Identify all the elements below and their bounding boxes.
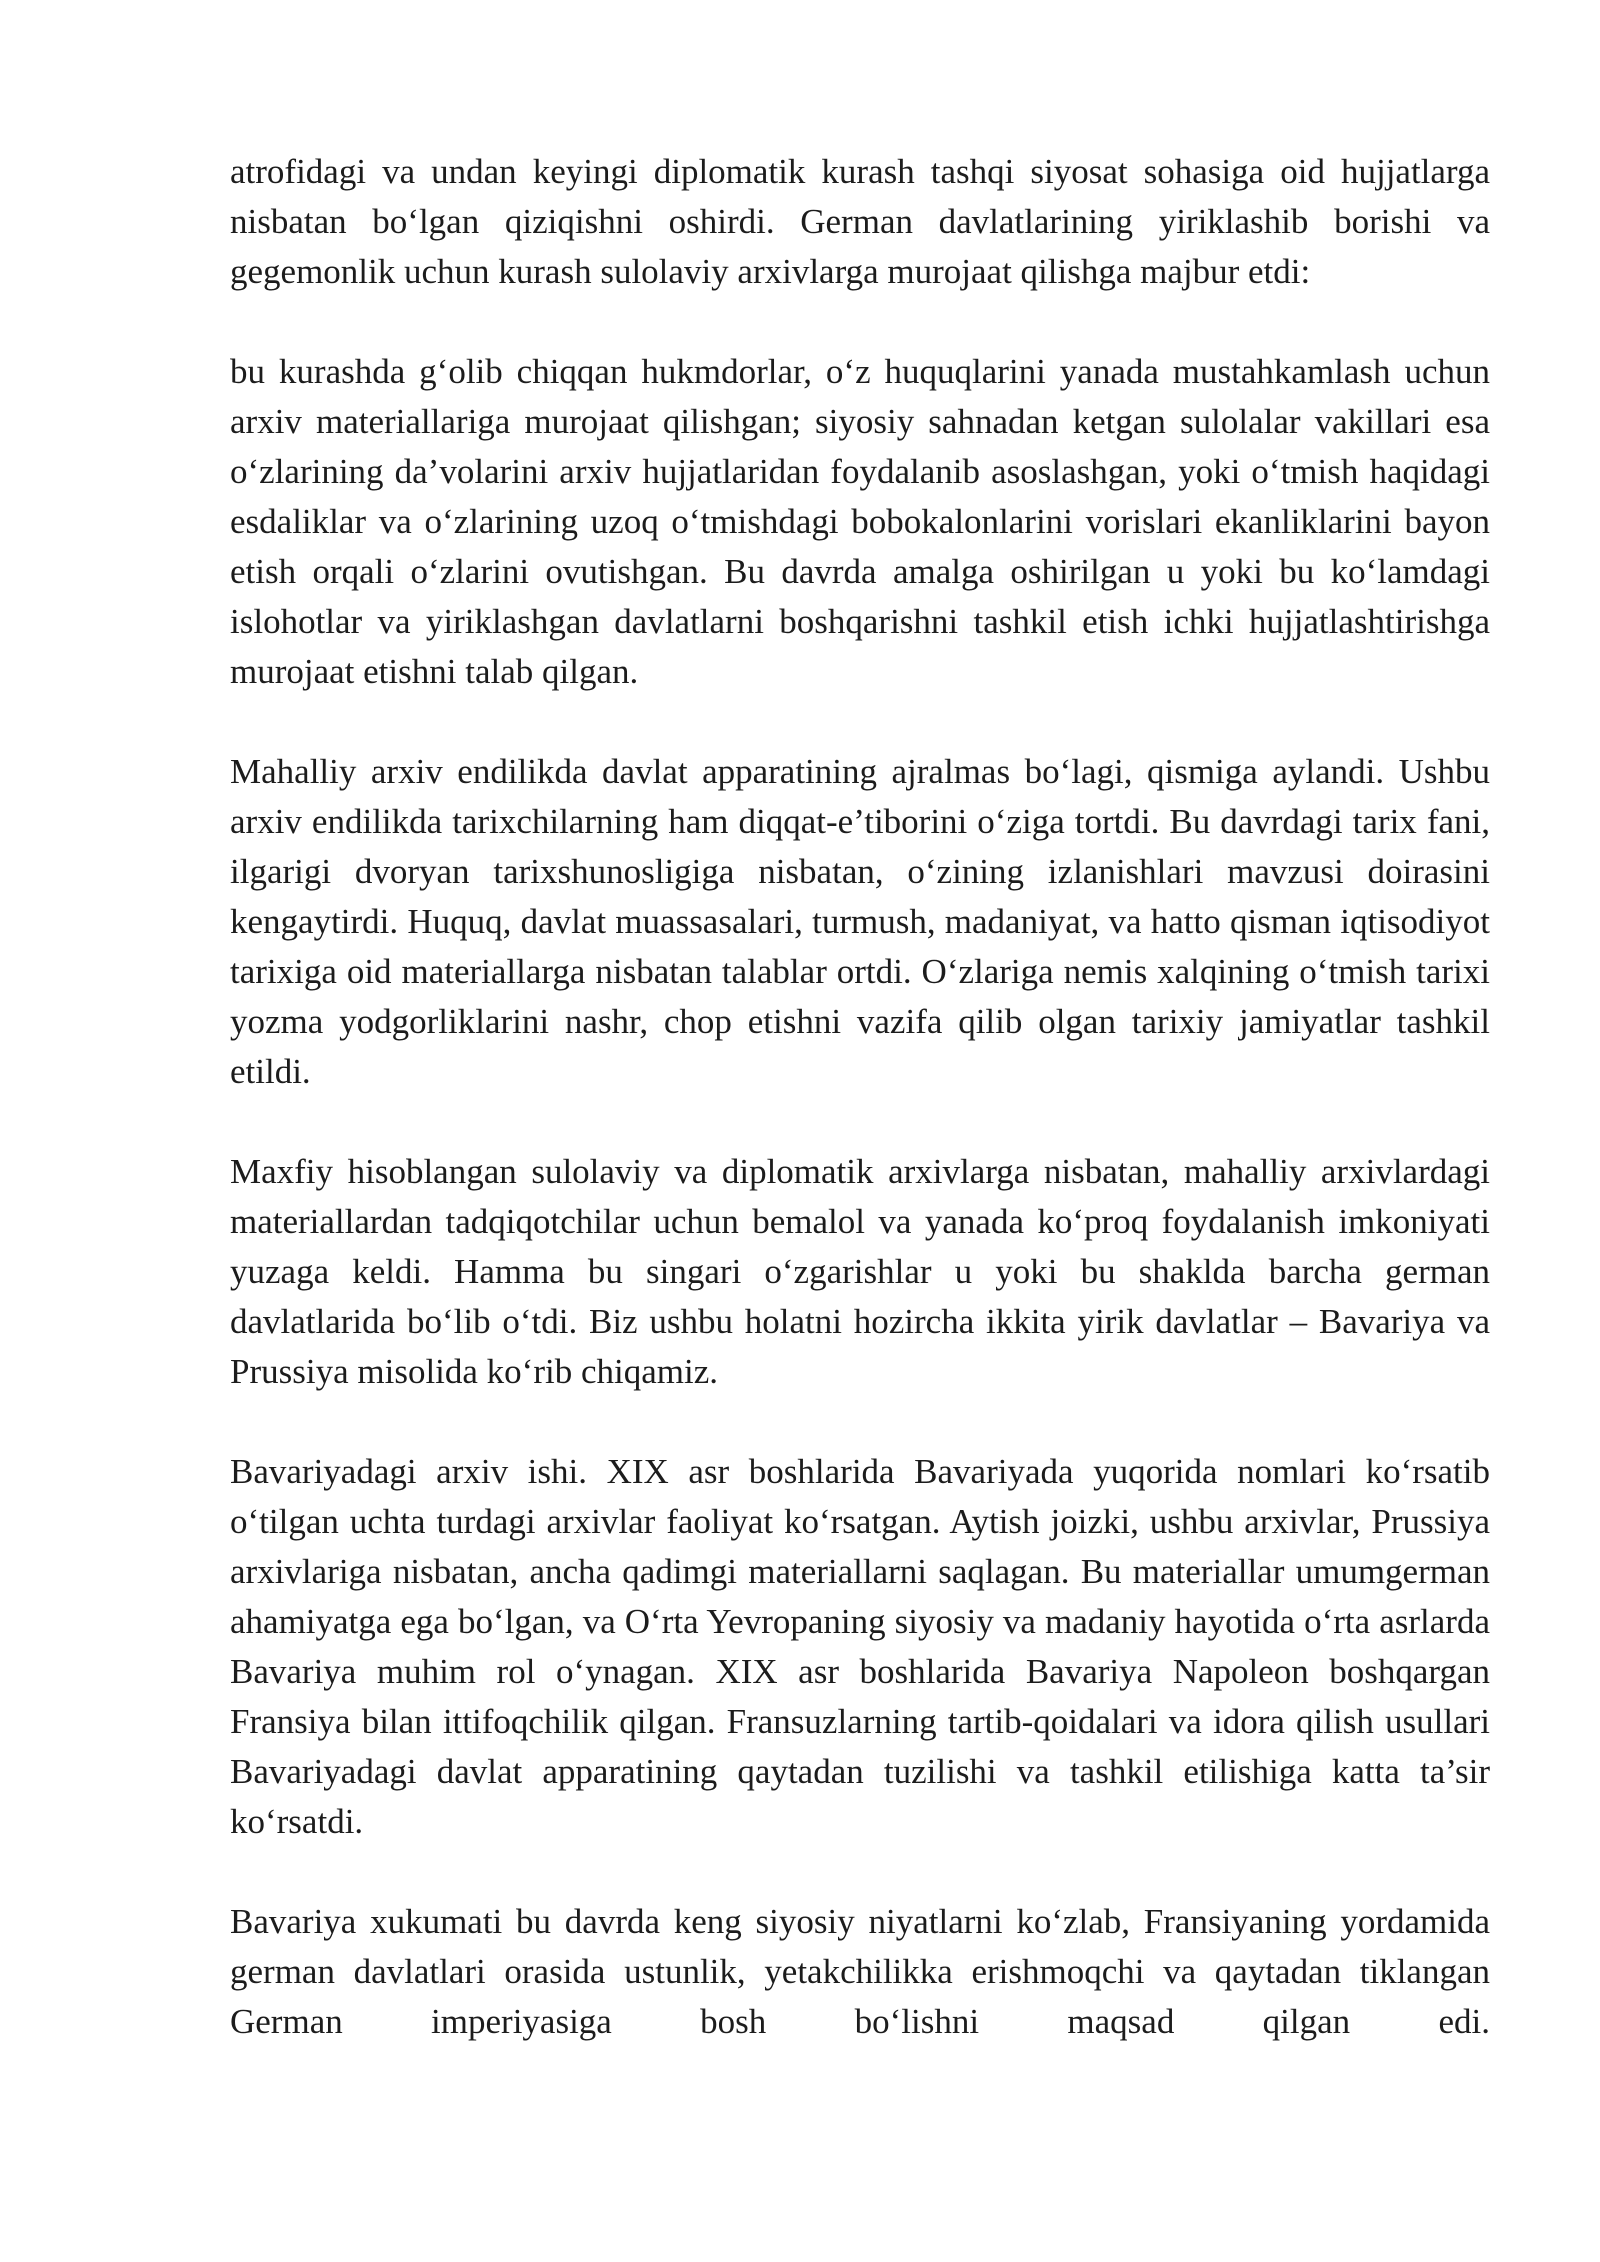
paragraph-3: Mahalliy arxiv endilikda davlat apparatining ajralmas boʻlagi, qismiga aylandi. Ushbu arxiv endilikda tarixchilarning ham diqqat-e’tiborini oʻziga tortdi. Bu davrdagi tarix fani, ilgarigi dvoryan tarixshunosligiga nisbatan, oʻzining izlanishlari mavzusi doirasini kengaytirdi. Huquq, davlat muassasalari, turmush, madaniyat, va hatto qisman iqtisodiyot tarixiga oid materiallarga nisbatan talablar ortdi. Oʻzlariga nemis xalqining oʻtmish tarixi yozma yodgorliklarini nashr, chop etishni vazifa qilib olgan tarixiy jamiyatlar tashkil etildi.	[230, 752, 1490, 1091]
document-body	[230, 147, 1490, 2047]
paragraph-4: Maxfiy hisoblangan sulolaviy va diplomatik arxivlarga nisbatan, mahalliy arxivlardagi materiallardan tadqiqotchilar uchun bemalol va yanada koʻproq foydalanish imkoniyati yuzaga keldi. Hamma bu singari oʻzgarishlar u yoki bu shaklda barcha german davlatlarida boʻlib oʻtdi. Biz ushbu holatni hozircha ikkita yirik davlatlar – Bavariya va Prussiya misolida koʻrib chiqamiz.	[230, 1152, 1490, 1391]
paragraph-5: Bavariyadagi arxiv ishi. XIX asr boshlarida Bavariyada yuqorida nomlari koʻrsatib oʻtilgan uchta turdagi arxivlar faoliyat koʻrsatgan. Aytish joizki, ushbu arxivlar, Prussiya arxivlariga nisbatan, ancha qadimgi materiallarni saqlagan. Bu materiallar umumgerman ahamiyatga ega boʻlgan, va Oʻrta Yevropaning siyosiy va madaniy hayotida oʻrta asrlarda Bavariya muhim rol oʻynagan. XIX asr boshlarida Bavariya Napoleon boshqargan Fransiya bilan ittifoqchilik qilgan. Fransuzlarning tartib-qoidalari va idora qilish usullari Bavariyadagi davlat apparatining qaytadan tuzilishi va tashkil etilishiga katta ta’sir koʻrsatdi.	[230, 1452, 1490, 1841]
paragraph-6: Bavariya xukumati bu davrda keng siyosiy niyatlarni koʻzlab, Fransiyaning yordamida german davlatlari orasida ustunlik, yetakchilikka erishmoqchi va qaytadan tiklangan German imperiyasiga bosh boʻlishni maqsad qilgan edi.	[230, 1902, 1490, 2041]
paragraph-1: atrofidagi va undan keyingi diplomatik kurash tashqi siyosat sohasiga oid hujjatlarga nisbatan boʻlgan qiziqishni oshirdi. German davlatlarining yiriklashib borishi va gegemonlik uchun kurash sulolaviy arxivlarga murojaat qilishga majbur etdi:	[230, 152, 1490, 291]
paragraph-2: bu kurashda gʻolib chiqqan hukmdorlar, oʻz huquqlarini yanada mustahkamlash uchun arxiv materiallariga murojaat qilishgan; siyosiy sahnadan ketgan sulolalar vakillari esa oʻzlarining da’volarini arxiv hujjatlaridan foydalanib asoslashgan, yoki oʻtmish haqidagi esdaliklar va oʻzlarining uzoq oʻtmishdagi bobokalonlarini vorislari ekanliklarini bayon etish orqali oʻzlarini ovutishgan. Bu davrda amalga oshirilgan u yoki bu koʻlamdagi islohotlar va yiriklashgan davlatlarni boshqarishni tashkil etish ichki hujjatlashtirishga murojaat etishni talab qilgan.	[230, 352, 1490, 691]
